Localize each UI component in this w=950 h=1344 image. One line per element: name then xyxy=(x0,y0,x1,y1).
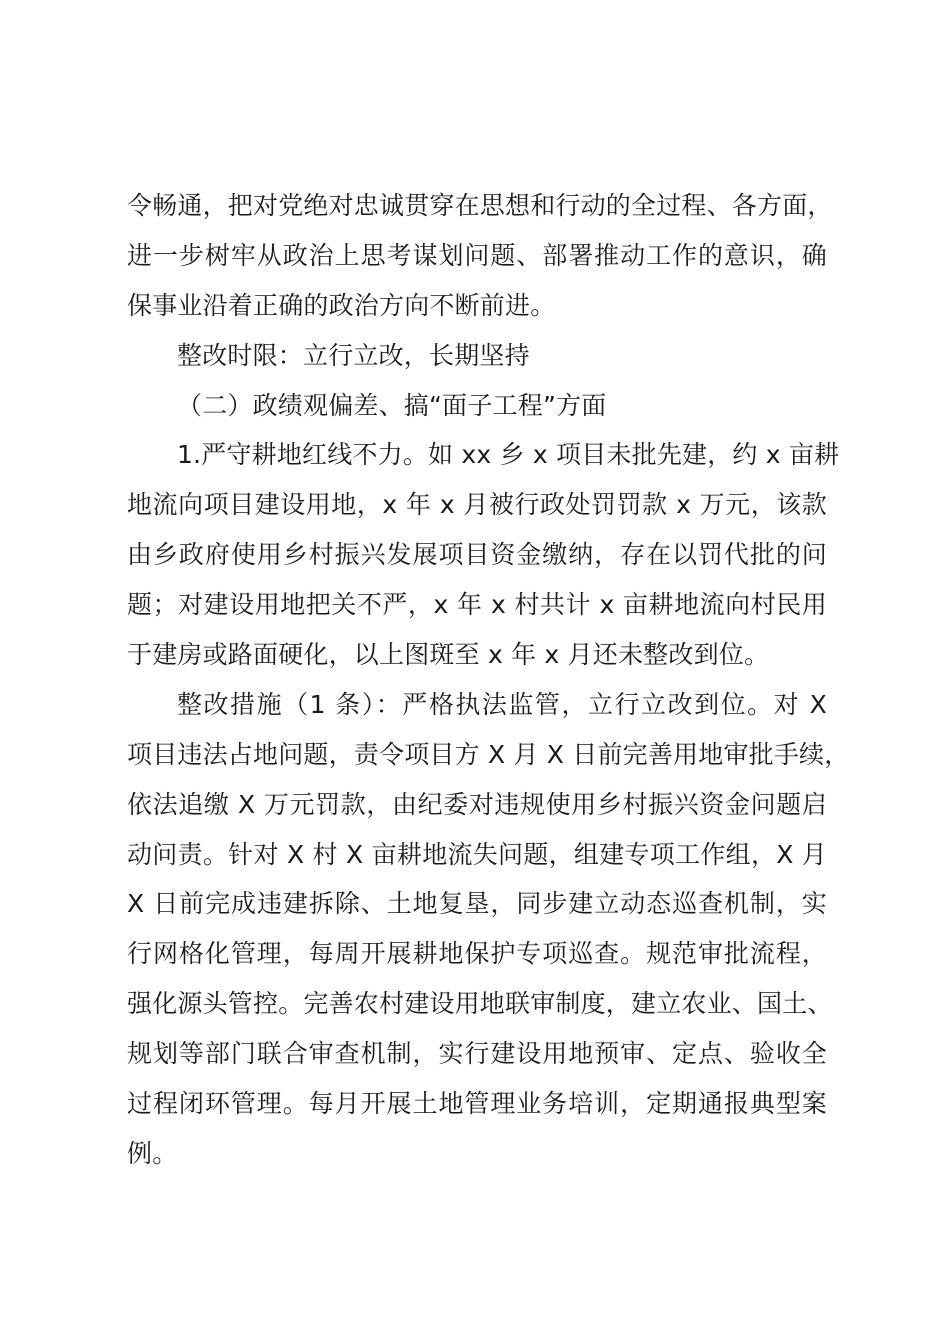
text-line: 依法追缴 X 万元罚款，由纪委对违规使用乡村振兴资金问题启 xyxy=(127,789,827,819)
body-text xyxy=(127,181,850,1179)
text-line: 整改时限：立行立改，长期坚持 xyxy=(177,340,530,370)
text-line: 项目违法占地问题，责令项目方 X 月 X 日前完善用地审批手续， xyxy=(127,739,850,769)
text-line: 地流向项目建设用地，x 年 x 月被行政处罚罚款 x 万元，该款 xyxy=(127,490,827,520)
text-line: 进一步树牢从政治上思考谋划问题、部署推动工作的意识，确 xyxy=(127,240,827,270)
text-line: 于建房或路面硬化，以上图斑至 x 年 x 月还未整改到位。 xyxy=(127,640,770,670)
text-line: 整改措施（1 条）：严格执法监管，立行立改到位。对 X xyxy=(177,689,827,719)
text-line: 动问责。针对 X 村 X 亩耕地流失问题，组建专项工作组，X 月 xyxy=(127,839,827,869)
text-line: 令畅通，把对党绝对忠诚贯穿在思想和行动的全过程、各方面， xyxy=(127,191,833,220)
text-line: 题；对建设用地把关不严，x 年 x 村共计 x 亩耕地流向村民用 xyxy=(127,590,827,620)
text-line: 规划等部门联合审查机制，实行建设用地预审、定点、验收全 xyxy=(127,1039,827,1069)
text-line: 行网格化管理，每周开展耕地保护专项巡查。规范审批流程， xyxy=(127,939,827,969)
text-line: X 日前完成违建拆除、土地复垦，同步建立动态巡查机制，实 xyxy=(127,889,827,919)
text-line: 保事业沿着正确的政治方向不断前进。 xyxy=(127,290,556,320)
text-line: 过程闭环管理。每月开展土地管理业务培训，定期通报典型案 xyxy=(127,1089,827,1119)
text-line: 例。 xyxy=(127,1138,178,1168)
text-line: （二）政绩观偏差、搞“面子工程”方面 xyxy=(177,390,607,420)
text-line: 强化源头管控。完善农村建设用地联审制度，建立农业、国土、 xyxy=(127,989,833,1019)
text-line: 1.严守耕地红线不力。如 xx 乡 x 项目未批先建，约 x 亩耕 xyxy=(177,440,840,470)
text-line: 由乡政府使用乡村振兴发展项目资金缴纳，存在以罚代批的问 xyxy=(127,540,827,570)
